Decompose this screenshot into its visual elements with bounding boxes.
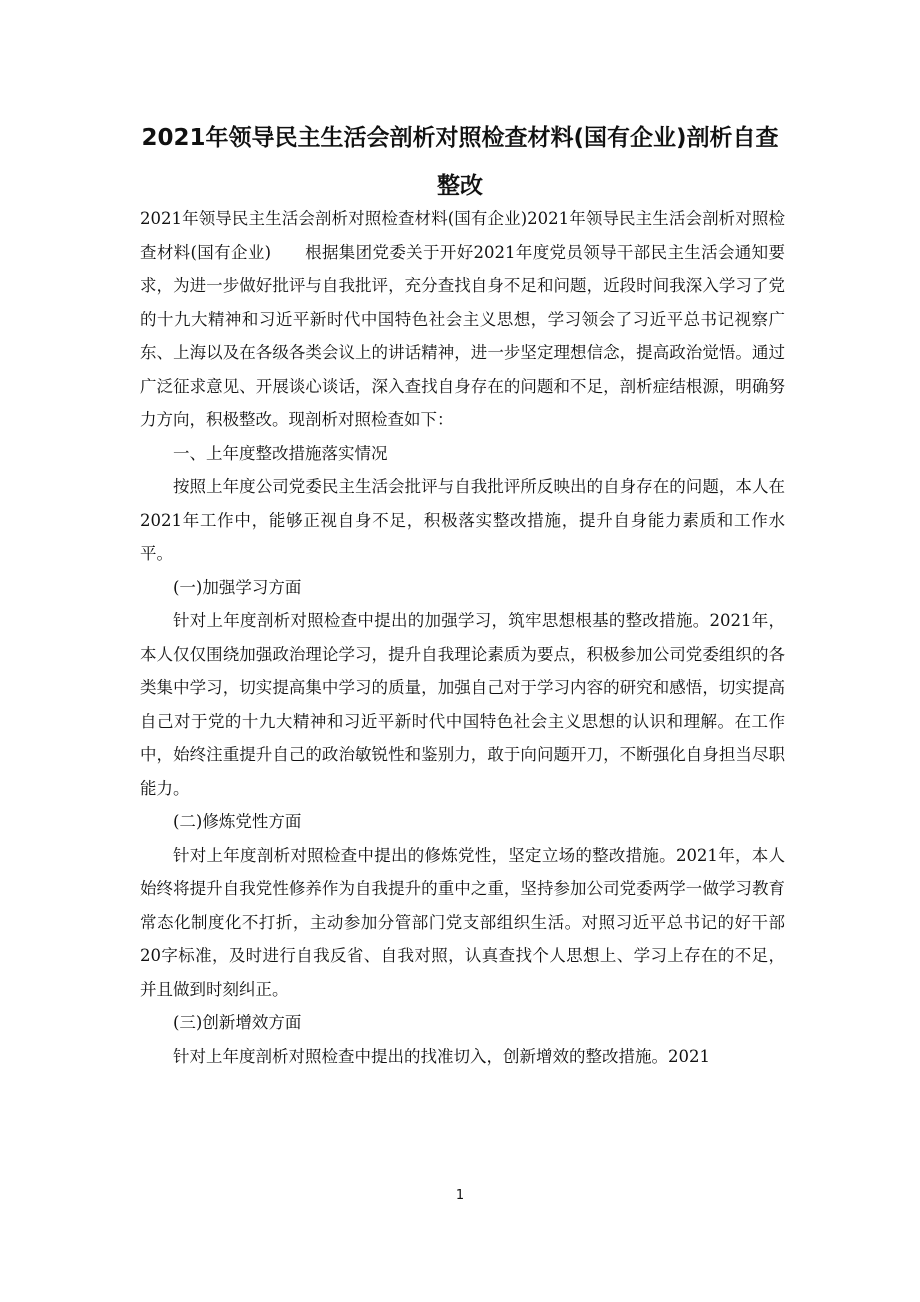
document-body xyxy=(140,202,785,1073)
section-heading-1: 一、上年度整改措施落实情况 xyxy=(173,443,388,463)
intro-paragraph: 2021年领导民主生活会剖析对照检查材料(国有企业)2021年领导民主生活会剖析对照检查材料(国有企业) 根据集团党委关于开好2021年度党员领导干部民主生活会通知要求，为进一步做好批评与自我批评，充分查找自身不足和问题，近段时间我深入学习了党的十九大精神和习近平新时代中国特色社会主义思想，学习领会了习近平总书记视察广东、上海以及在各级各类会议上的讲话精神，进一步坚定理想信念，提高政治觉悟。通过广泛征求意见、开展谈心谈话，深入查找自身存在的问题和不足，剖析症结根源，明确努力方向，积极整改。现剖析对照检查如下： xyxy=(140,209,785,429)
body-paragraph: 针对上年度剖析对照检查中提出的加强学习，筑牢思想根基的整改措施。2021年，本人仅仅围绕加强政治理论学习，提升自我理论素质为要点，积极参加公司党委组织的各类集中学习，切实提高集中学习的质量，加强自己对于学习内容的研究和感悟，切实提高自己对于党的十九大精神和习近平新时代中国特色社会主义思想的认识和理解。在工作中，始终注重提升自己的政治敏锐性和鉴别力，敢于向问题开刀，不断强化自身担当尽职能力。 xyxy=(140,611,785,798)
body-paragraph: 按照上年度公司党委民主生活会批评与自我批评所反映出的自身存在的问题，本人在2021年工作中，能够正视自身不足，积极落实整改措施，提升自身能力素质和工作水平。 xyxy=(140,477,785,563)
body-paragraph: 针对上年度剖析对照检查中提出的找准切入，创新增效的整改措施。2021 xyxy=(173,1046,710,1066)
subsection-heading-1: (一)加强学习方面 xyxy=(173,577,302,597)
document-title-line-2: 整改 xyxy=(437,173,483,199)
subsection-heading-2: (二)修炼党性方面 xyxy=(173,812,302,831)
subsection-heading-3: (三)创新增效方面 xyxy=(173,1013,302,1032)
page-number: 1 xyxy=(455,1188,465,1203)
body-paragraph: 针对上年度剖析对照检查中提出的修炼党性，坚定立场的整改措施。2021年，本人始终将提升自我党性修养作为自我提升的重中之重，坚持参加公司党委两学一做学习教育常态化制度化不打折，主动参加分管部门党支部组织生活。对照习近平总书记的好干部20字标准，及时进行自我反省、自我对照，认真查找个人思想上、学习上存在的不足，并且做到时刻纠正。 xyxy=(140,845,785,999)
document-title-line-1: 2021年领导民主生活会剖析对照检查材料(国有企业)剖析自查 xyxy=(141,125,779,151)
